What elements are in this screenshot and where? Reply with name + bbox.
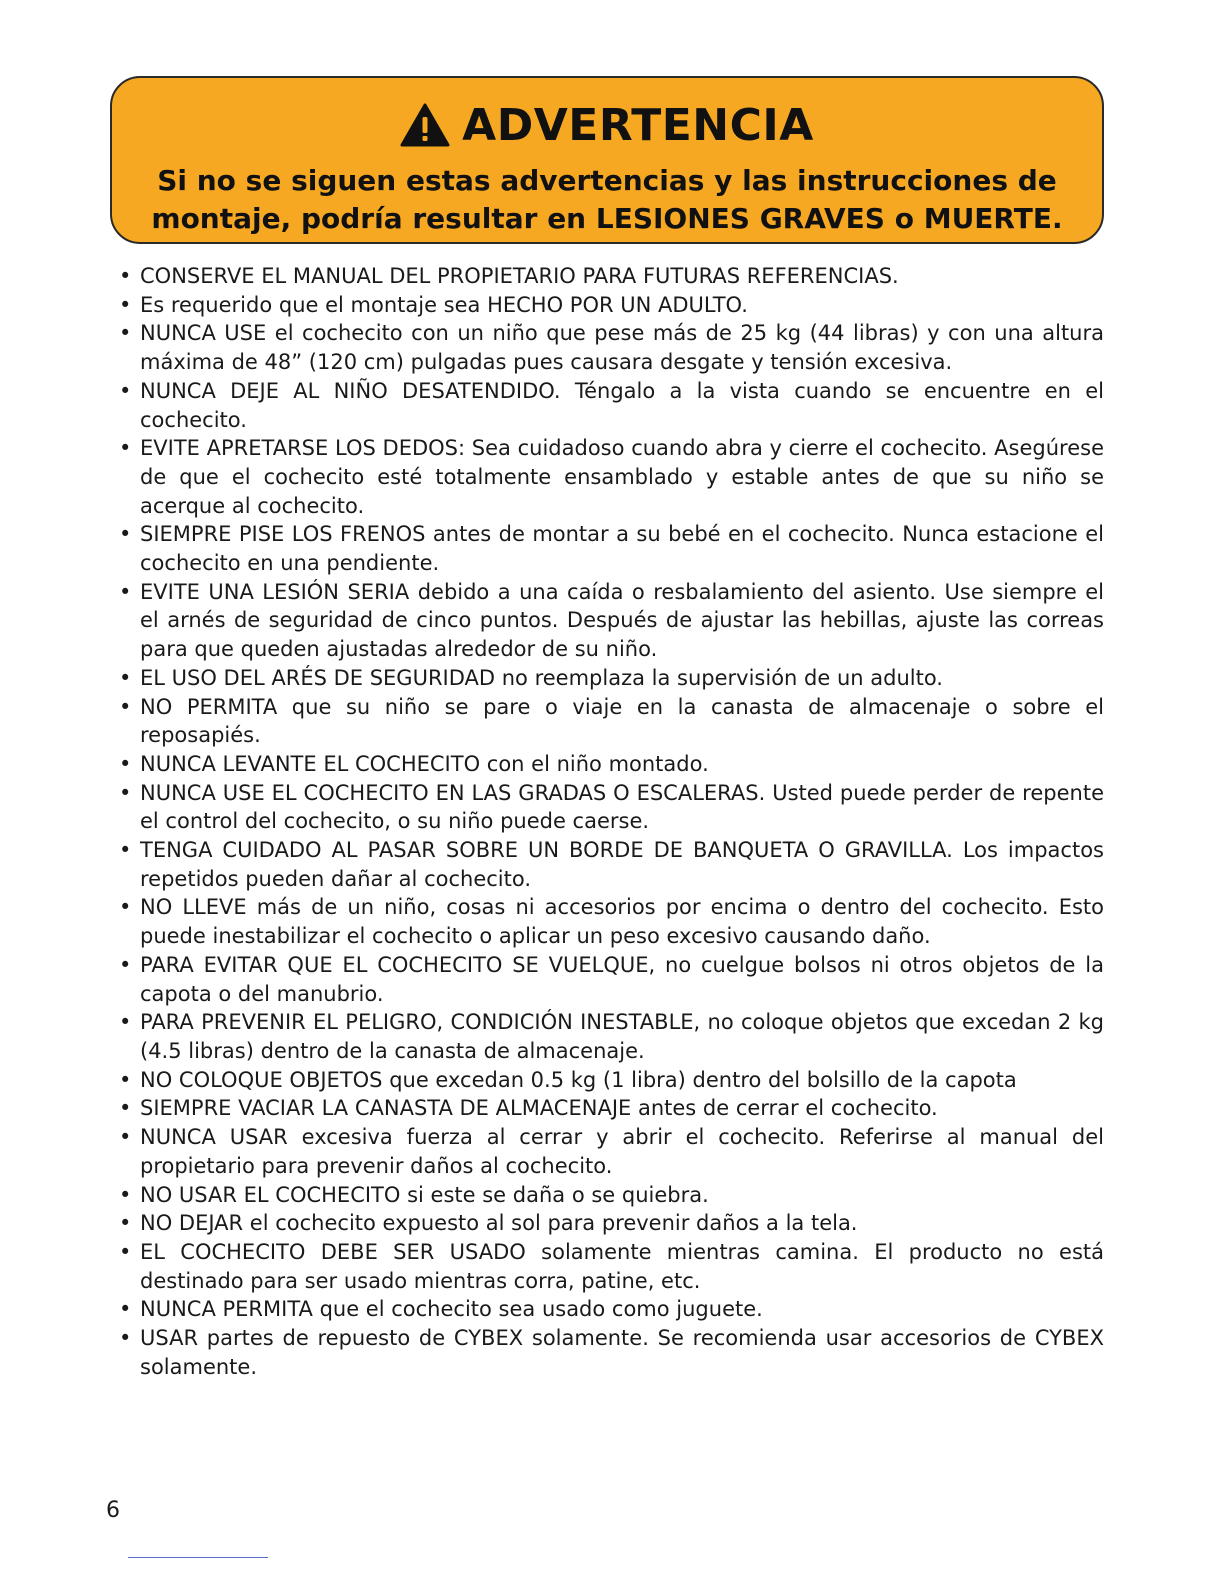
bullet-dot: •: [119, 579, 132, 604]
list-item: [116, 1094, 1104, 1123]
list-item: [116, 1123, 1104, 1180]
list-item-text: NUNCA PERMITA que el cochecito sea usado como juguete.: [140, 1297, 763, 1322]
list-item-text: NO USAR EL COCHECITO si este se daña o se quiebra.: [140, 1182, 709, 1207]
list-item: [116, 1295, 1104, 1324]
bullet-dot: •: [119, 895, 132, 920]
list-item: [116, 262, 1104, 291]
bullet-dot: •: [119, 1239, 132, 1264]
list-item-text: SIEMPRE PISE LOS FRENOS antes de montar a su bebé en el cochecito. Nunca estacione el cochecito en una pendiente.: [140, 522, 1104, 576]
bullet-dot: •: [119, 1125, 132, 1150]
bullet-dot: •: [119, 694, 132, 719]
bullet-dot: •: [119, 378, 132, 403]
warnings-list: [116, 262, 1104, 1381]
list-item-text: NUNCA USE el cochecito con un niño que pese más de 25 kg (44 libras) y con una altura máxima de 48” (120 cm) pulgadas pues causara desgate y tensión excesiva.: [140, 321, 1104, 375]
list-item-text: NO PERMITA que su niño se pare o viaje en la canasta de almacenaje o sobre el reposapiés.: [140, 694, 1104, 748]
list-item-text: EL USO DEL ARÉS DE SEGURIDAD no reemplaza la supervisión de un adulto.: [140, 665, 943, 690]
list-item: [116, 434, 1104, 520]
list-item: [116, 693, 1104, 750]
list-item-text: NO COLOQUE OBJETOS que excedan 0.5 kg (1 libra) dentro del bolsillo de la capota: [140, 1067, 1017, 1092]
list-item: [116, 750, 1104, 779]
bullet-dot: •: [119, 1096, 132, 1121]
bullet-dot: •: [119, 751, 132, 776]
list-item: [116, 1181, 1104, 1210]
list-item-text: EVITE UNA LESIÓN SERIA debido a una caída o resbalamiento del asiento. Use siempre el el arnés de seguridad de cinco puntos. Después de ajustar las hebillas, ajuste las correas para que queden ajustadas alrededor de su niño.: [140, 579, 1104, 662]
bullet-dot: •: [119, 780, 132, 805]
list-item-text: PARA PREVENIR EL PELIGRO, CONDICIÓN INESTABLE, no coloque objetos que excedan 2 kg (4.5 libras) dentro de la canasta de almacenaje.: [140, 1010, 1104, 1063]
bottom-rule: [128, 1557, 268, 1558]
list-item-text: PARA EVITAR QUE EL COCHECITO SE VUELQUE, no cuelgue bolsos ni otros objetos de la capota o del manubrio.: [140, 952, 1104, 1006]
list-item-text: SIEMPRE VACIAR LA CANASTA DE ALMACENAJE antes de cerrar el cochecito.: [140, 1096, 938, 1121]
list-item-text: Es requerido que el montaje sea HECHO POR UN ADULTO.: [140, 292, 748, 317]
list-item: [116, 951, 1104, 1008]
bullet-dot: •: [119, 522, 132, 547]
list-item: [116, 836, 1104, 893]
list-item: [116, 1324, 1104, 1381]
list-item-text: NUNCA USAR excesiva fuerza al cerrar y abrir el cochecito. Referirse al manual del propietario para prevenir daños al cochecito.: [140, 1125, 1104, 1178]
list-item: [116, 291, 1104, 320]
list-item: [116, 578, 1104, 664]
bullet-dot: •: [119, 321, 132, 346]
list-item: [116, 1209, 1104, 1238]
bullet-dot: •: [119, 838, 132, 863]
list-item: [116, 779, 1104, 836]
page-number: 6: [106, 1498, 120, 1523]
bullet-dot: •: [119, 436, 132, 461]
bullet-dot: •: [119, 1326, 132, 1351]
list-item-text: NO DEJAR el cochecito expuesto al sol para prevenir daños a la tela.: [140, 1211, 858, 1236]
warning-title-row: [112, 98, 1102, 152]
list-item-text: NUNCA LEVANTE EL COCHECITO con el niño montado.: [140, 751, 709, 776]
warning-subtitle: [112, 162, 1102, 238]
list-item-text: EVITE APRETARSE LOS DEDOS: Sea cuidadoso cuando abra y cierre el cochecito. Asegúrese de que el cochecito esté totalmente ensamblado y estable antes de que su niño se acerque al cochecito.: [140, 436, 1104, 518]
warning-subtitle-line-1: Si no se siguen estas advertencias y las instrucciones de: [157, 164, 1057, 197]
list-item: [116, 377, 1104, 434]
list-item-text: CONSERVE EL MANUAL DEL PROPIETARIO PARA FUTURAS REFERENCIAS.: [140, 264, 899, 288]
bullet-dot: •: [119, 264, 132, 288]
list-item: [116, 520, 1104, 577]
list-item-text: EL COCHECITO DEBE SER USADO solamente mientras camina. El producto no está destinado para ser usado mientras corra, patine, etc.: [140, 1239, 1104, 1293]
list-item-text: USAR partes de repuesto de CYBEX solamente. Se recomienda usar accesorios de CYBEX solamente.: [140, 1326, 1104, 1379]
list-item: [116, 1066, 1104, 1095]
list-item-text: TENGA CUIDADO AL PASAR SOBRE UN BORDE DE BANQUETA O GRAVILLA. Los impactos repetidos pueden dañar al cochecito.: [140, 838, 1104, 891]
warning-banner: [110, 76, 1104, 244]
bullet-dot: •: [119, 1010, 132, 1035]
list-item-text: NUNCA USE EL COCHECITO EN LAS GRADAS O ESCALERAS. Usted puede perder de repente el control del cochecito, o su niño puede caerse.: [140, 780, 1104, 834]
bullet-dot: •: [119, 1067, 132, 1092]
bullet-dot: •: [119, 1297, 132, 1322]
list-item: [116, 893, 1104, 950]
bullet-dot: •: [119, 1211, 132, 1236]
list-item-text: NUNCA DEJE AL NIÑO DESATENDIDO. Téngalo a la vista cuando se encuentre en el cochecito.: [140, 378, 1104, 432]
list-item: [116, 319, 1104, 376]
bullet-dot: •: [119, 665, 132, 690]
list-item: [116, 1008, 1104, 1065]
bullet-dot: •: [119, 292, 132, 317]
bullet-dot: •: [119, 952, 132, 977]
warning-triangle-icon: [400, 103, 450, 147]
list-item-text: NO LLEVE más de un niño, cosas ni accesorios por encima o dentro del cochecito. Esto puede inestabilizar el cochecito o aplicar un peso excesivo causando daño.: [140, 895, 1104, 949]
warning-subtitle-line-2: montaje, podría resultar en LESIONES GRAVES o MUERTE.: [151, 202, 1063, 235]
bullet-dot: •: [119, 1182, 132, 1207]
list-item: [116, 1238, 1104, 1295]
list-item: [116, 664, 1104, 693]
warning-title: ADVERTENCIA: [462, 99, 814, 151]
